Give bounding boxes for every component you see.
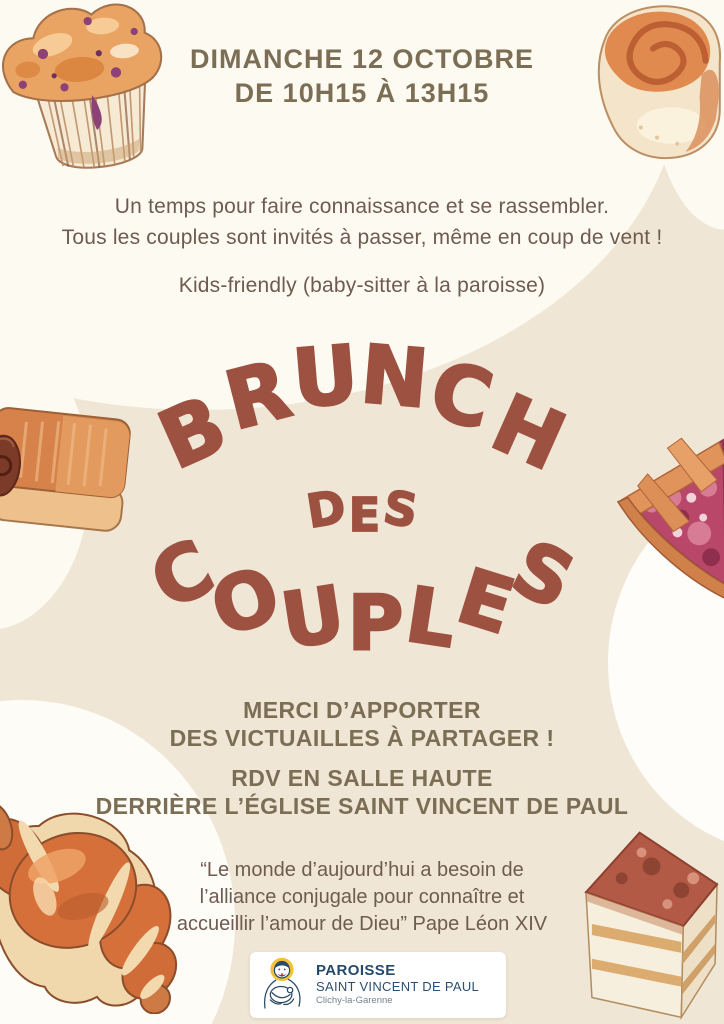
title-word-couples: COUPLES [136, 522, 588, 667]
event-date-time [0, 42, 724, 110]
kids-note: Kids-friendly (baby-sitter à la paroisse) [178, 274, 546, 297]
location-line-2: DERRIÈRE L’ÉGLISE SAINT VINCENT DE PAUL [95, 793, 629, 819]
quote-line-2: l’alliance conjugale pour connaître et [199, 886, 525, 908]
location-line-1: RDV EN SALLE HAUTE [231, 765, 493, 791]
title-word-des: DES [302, 479, 422, 542]
parish-name: PAROISSE [316, 962, 396, 980]
intro-line-1: Un temps pour faire connaissance et se rassembler. [114, 195, 610, 218]
pope-quote [0, 857, 724, 938]
event-date-line: DIMANCHE 12 OCTOBRE [189, 44, 535, 74]
intro-text [0, 191, 724, 253]
bring-food-note [0, 696, 724, 752]
meeting-location [0, 764, 724, 820]
quote-line-3: accueillir l’amour de Dieu” Pape Léon XIV [176, 913, 548, 935]
bring-line-1: MERCI D’APPORTER [243, 697, 481, 723]
title-word-brunch: BRUNCH [145, 327, 579, 489]
quote-line-1: “Le monde d’aujourd’hui a besoin de [200, 859, 524, 881]
saint-vincent-icon [256, 956, 308, 1014]
parish-subtitle: SAINT VINCENT DE PAUL [316, 978, 480, 994]
parish-logo-text [316, 963, 479, 1007]
event-time-line: DE 10H15 À 13H15 [234, 78, 490, 108]
parish-city: Clichy-la-Garenne [316, 995, 393, 1007]
bring-line-2: DES VICTUAILLES À PARTAGER ! [169, 725, 555, 751]
parish-logo-card [250, 952, 506, 1018]
intro-line-2: Tous les couples sont invités à passer, même en coup de vent ! [61, 226, 663, 249]
